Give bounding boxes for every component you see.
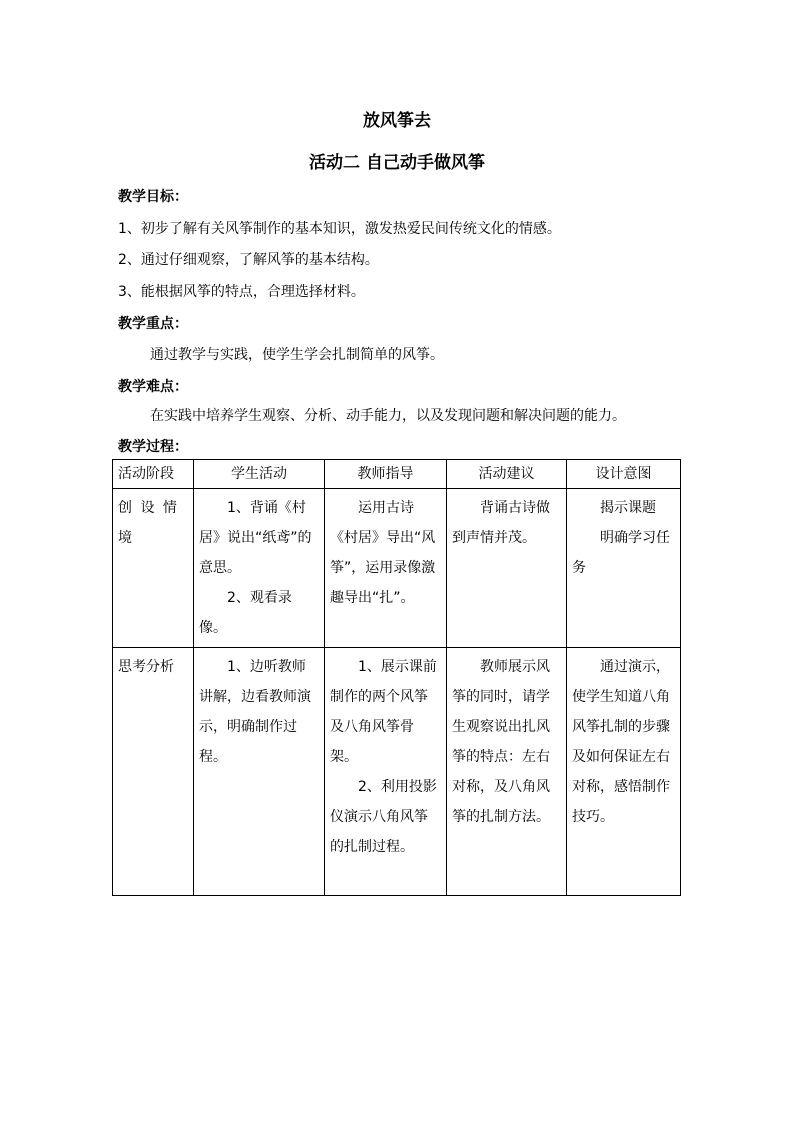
difficulty-heading: 教学难点：: [118, 379, 188, 395]
cell-teacher: [325, 489, 447, 648]
cell-paragraph: 教师展示风筝的同时，请学生观察说出扎风筝的特点：左右对称，及八角风筝的扎制方法。: [452, 659, 550, 825]
header-suggestion: 活动建议: [447, 460, 567, 489]
key-text: 通过教学与实践，使学生学会扎制简单的风筝。: [150, 347, 444, 363]
table-header-row: [113, 460, 681, 489]
cell-paragraph: 1、展示课前制作的两个风筝及八角风筝骨架。: [330, 659, 437, 765]
cell-paragraph: 通过演示，使学生知道八角风筝扎制的步骤及如何保证左右对称，感悟制作技巧。: [572, 659, 670, 825]
cell-intent: [567, 648, 681, 896]
goal-item: 1、初步了解有关风筝制作的基本知识，激发热爱民间传统文化的情感。: [118, 221, 561, 237]
cell-paragraph: 明确学习任务: [572, 530, 670, 576]
difficulty-text: 在实践中培养学生观察、分析、动手能力，以及发现问题和解决问题的能力。: [150, 408, 626, 424]
table-row: [113, 489, 681, 648]
process-heading: 教学过程：: [118, 439, 188, 455]
table-row: [113, 648, 681, 896]
header-student: 学生活动: [194, 460, 325, 489]
cell-teacher: [325, 648, 447, 896]
cell-suggestion: [447, 489, 567, 648]
cell-paragraph: 2、观看录像。: [199, 590, 292, 636]
cell-suggestion: [447, 648, 567, 896]
header-stage: 活动阶段: [113, 460, 194, 489]
header-teacher: 教师指导: [325, 460, 447, 489]
cell-intent: [567, 489, 681, 648]
document-title: 放风筝去: [363, 111, 431, 131]
cell-stage: 创 设 情境: [113, 489, 194, 648]
cell-paragraph: 揭示课题: [600, 500, 656, 516]
cell-paragraph: 运用古诗《村居》导出“风筝”，运用录像激趣导出“扎”。: [330, 500, 436, 606]
process-table: [112, 459, 681, 896]
cell-paragraph: 2、利用投影仪演示八角风筝的扎制过程。: [330, 779, 437, 855]
cell-paragraph: 1、边听教师讲解，边看教师演示，明确制作过程。: [199, 659, 311, 765]
cell-paragraph: 1、背诵《村居》说出“纸鸢”的意思。: [199, 500, 312, 576]
cell-paragraph: 背诵古诗做到声情并茂。: [452, 500, 550, 546]
document-subtitle: 活动二 自己动手做风筝: [309, 153, 485, 173]
goal-item: 2、通过仔细观察，了解风筝的基本结构。: [118, 252, 379, 268]
header-intent: 设计意图: [567, 460, 681, 489]
goals-heading: 教学目标：: [118, 189, 188, 205]
cell-stage: 思考分析: [113, 648, 194, 896]
cell-student: [194, 648, 325, 896]
key-heading: 教学重点：: [118, 316, 188, 332]
goal-item: 3、能根据风筝的特点，合理选择材料。: [118, 284, 365, 300]
cell-student: [194, 489, 325, 648]
